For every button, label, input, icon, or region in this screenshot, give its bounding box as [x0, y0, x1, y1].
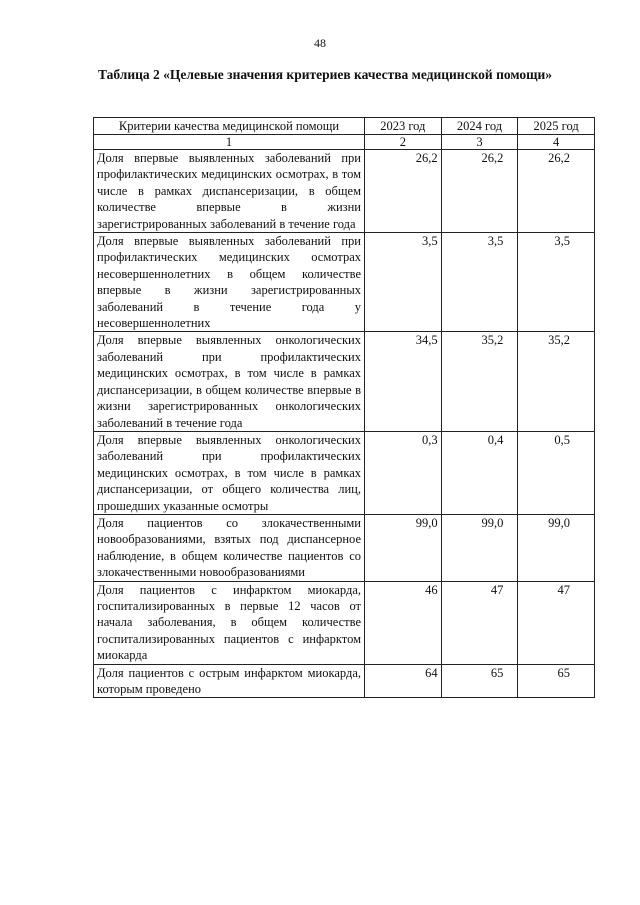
table-row	[94, 233, 595, 332]
table-title: Таблица 2 «Целевые значения критериев качества медицинской помощи»	[97, 67, 553, 82]
table-row	[94, 150, 595, 233]
header-2024: 2024 год	[441, 118, 518, 135]
criterion-cell: Доля впервые выявленных заболеваний при профилактических медицинских осмотрах, в том числе в рамках диспансеризации, в общем количестве впервые в жизни зарегистрированных заболеваний в течение года	[94, 150, 365, 233]
value-2025: 47	[518, 581, 595, 664]
table-row	[94, 581, 595, 664]
header-2025: 2025 год	[518, 118, 595, 135]
value-2025: 99,0	[518, 514, 595, 581]
value-2024: 3,5	[441, 233, 518, 332]
value-2025: 0,5	[518, 431, 595, 514]
table-row	[94, 332, 595, 431]
table-row	[94, 664, 595, 698]
value-2023: 0,3	[365, 431, 442, 514]
value-2025: 65	[518, 664, 595, 698]
criterion-cell: Доля впервые выявленных онкологических заболеваний при профилактических медицинских осмотрах, в том числе в рамках диспансеризации, в общем количестве впервые в жизни зарегистрированных онкологических заболеваний в течение года	[94, 332, 365, 431]
value-2024: 99,0	[441, 514, 518, 581]
header-criteria: Критерии качества медицинской помощи	[94, 118, 365, 135]
criterion-cell: Доля впервые выявленных заболеваний при профилактических медицинских осмотрах несовершеннолетних в общем количестве впервые в жизни зарегистрированных заболеваний в течение года у несовершеннолетних	[94, 233, 365, 332]
table-row	[94, 514, 595, 581]
column-number: 1	[94, 135, 365, 150]
value-2023: 34,5	[365, 332, 442, 431]
table-header-row	[94, 118, 595, 135]
value-2025: 26,2	[518, 150, 595, 233]
criterion-cell: Доля пациентов со злокачественными новообразованиями, взятых под диспансерное наблюдение, в общем количестве пациентов со злокачественными новообразованиями	[94, 514, 365, 581]
value-2023: 99,0	[365, 514, 442, 581]
value-2023: 26,2	[365, 150, 442, 233]
column-number: 3	[441, 135, 518, 150]
page-number: 48	[314, 36, 326, 50]
value-2023: 64	[365, 664, 442, 698]
column-number: 2	[365, 135, 442, 150]
value-2023: 3,5	[365, 233, 442, 332]
value-2024: 26,2	[441, 150, 518, 233]
criterion-cell: Доля впервые выявленных онкологических заболеваний при профилактических медицинских осмотрах, в том числе в рамках диспансеризации, от общего количества лиц, прошедших указанные осмотры	[94, 431, 365, 514]
header-2023: 2023 год	[365, 118, 442, 135]
value-2025: 3,5	[518, 233, 595, 332]
table-row	[94, 431, 595, 514]
value-2024: 47	[441, 581, 518, 664]
column-number: 4	[518, 135, 595, 150]
criterion-cell: Доля пациентов с острым инфарктом миокарда, которым проведено	[94, 664, 365, 698]
value-2024: 35,2	[441, 332, 518, 431]
value-2024: 0,4	[441, 431, 518, 514]
value-2024: 65	[441, 664, 518, 698]
value-2023: 46	[365, 581, 442, 664]
quality-criteria-table	[93, 117, 595, 698]
criterion-cell: Доля пациентов с инфарктом миокарда, госпитализированных в первые 12 часов от начала заболевания, в общем количестве госпитализированных пациентов с инфарктом миокарда	[94, 581, 365, 664]
column-number-row	[94, 135, 595, 150]
value-2025: 35,2	[518, 332, 595, 431]
